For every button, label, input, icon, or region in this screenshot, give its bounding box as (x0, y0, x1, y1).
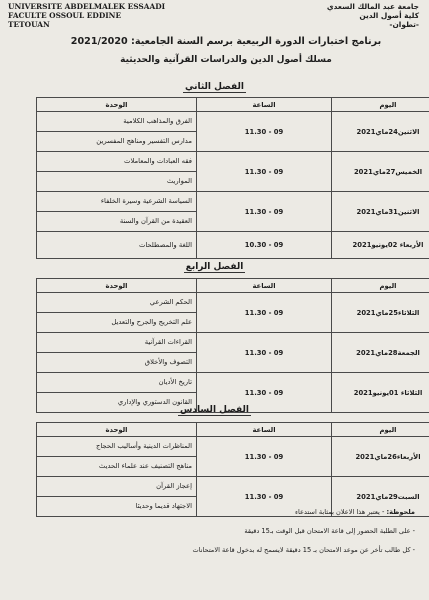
exam-units (37, 192, 197, 232)
exam-units (37, 112, 197, 152)
city-name-ar: -تطوان- (389, 20, 419, 29)
exam-time: 09 - 11.30 (197, 192, 332, 232)
exam-day: الجمعة28ماي2021 (332, 333, 429, 373)
column-header-unit: الوحدة (37, 423, 197, 437)
schedule-table (36, 422, 429, 517)
exam-day: السبت29ماي2021 (332, 477, 429, 517)
exam-day: الثلاثاء25ماي2021 (332, 293, 429, 333)
unit-name: المناظرات الدينية وأساليب الحجاج (95, 442, 192, 450)
table-row (37, 437, 429, 477)
unit-name: علم التخريج والجرح والتعديل (37, 312, 196, 332)
unit-name: اللغة والمصطلحات (138, 241, 192, 249)
exam-day: الأربعاء 02يونيو2021 (332, 232, 429, 259)
exam-time: 09 - 11.30 (197, 152, 332, 192)
exam-time: 09 - 10.30 (197, 232, 332, 259)
table-row (37, 293, 429, 333)
table-row (37, 152, 429, 192)
table-header-row (37, 279, 429, 293)
unit-name: تاريخ الأديان (158, 378, 192, 386)
column-header-day: اليوم (332, 98, 429, 112)
exam-time: 09 - 11.30 (197, 477, 332, 517)
column-header-unit: الوحدة (37, 98, 197, 112)
schedule-table (36, 278, 429, 413)
faculty-name-fr: FACULTE OSSOUL EDDINE (8, 11, 122, 20)
note-line: - على الطلبة الحضور إلى قاعة الامتحان قبل الوقت بـ15 دقيقة (244, 527, 415, 535)
column-header-time: الساعة (197, 279, 332, 293)
unit-name: مدارس التفسير ومناهج المفسرين (37, 131, 196, 151)
exam-day: الخميس27ماي2021 (332, 152, 429, 192)
exam-units (37, 232, 197, 259)
notes-section (15, 508, 415, 565)
exam-units (37, 293, 197, 333)
exam-units (37, 333, 197, 373)
column-header-time: الساعة (197, 423, 332, 437)
university-name-fr: UNIVERSITE ABDELMALEK ESSAADI (8, 2, 166, 11)
table-row (37, 333, 429, 373)
exam-day: الاثنين24ماي2021 (332, 112, 429, 152)
page-title: برنامج اختبارات الدورة الربيعية برسم السنة الجامعية: 2021/2020 (70, 36, 382, 47)
unit-name: السياسة الشرعية وسيرة الخلفاء (100, 197, 192, 205)
unit-name: القراءات القرآنية (144, 338, 192, 346)
exam-day: الاثنين31ماي2021 (332, 192, 429, 232)
table-row (37, 112, 429, 152)
semester-title: الفصل الرابع (185, 262, 244, 272)
faculty-header-fr (8, 2, 165, 29)
note-line (15, 508, 415, 517)
exam-day: الثلاثاء 01يونيو2021 (332, 373, 429, 413)
exam-time: 09 - 11.30 (197, 333, 332, 373)
exam-time: 09 - 11.30 (197, 293, 332, 333)
table-row (37, 232, 429, 259)
note-line: - كل طالب تأخر عن موعد الامتحان بـ 15 دقيقة لايسمح له بدخول قاعة الامتحانات (192, 546, 415, 554)
column-header-day: اليوم (332, 279, 429, 293)
exam-time: 09 - 11.30 (197, 437, 332, 477)
note-text: - يعتبر هذا الاعلان بمثابة استدعاء (294, 508, 385, 516)
table-row (37, 192, 429, 232)
semester-title: الفصل الثاني (185, 82, 244, 92)
page-subtitle: مسلك أصول الدين والدراسات القرآنية والحديثية (120, 55, 332, 65)
exam-units (37, 152, 197, 192)
faculty-header-ar (327, 2, 419, 29)
faculty-name-ar: كلية أصول الدين (359, 11, 419, 20)
schedule-table (36, 97, 429, 259)
unit-name: المواريث (37, 171, 196, 191)
unit-name: التصوف والأخلاق (37, 352, 196, 372)
column-header-time: الساعة (197, 98, 332, 112)
city-name-fr: TETOUAN (8, 20, 50, 29)
table-header-row (37, 423, 429, 437)
exam-day: الأربعاء26ماي2021 (332, 437, 429, 477)
column-header-day: اليوم (332, 423, 429, 437)
notes-label: ملحوظة: (386, 508, 415, 516)
unit-name: الحكم الشرعي (149, 298, 192, 306)
unit-name: مناهج التصنيف عند علماء الحديث (37, 456, 196, 476)
column-header-unit: الوحدة (37, 279, 197, 293)
unit-name: القانون الدستوري والإداري (37, 392, 196, 412)
unit-name: الاجتهاد قديما وحديثا (37, 496, 196, 516)
university-name-ar: جامعة عبد المالك السعدي (326, 2, 419, 11)
unit-name: إعجاز القرآن (156, 482, 192, 490)
exam-time: 09 - 11.30 (197, 373, 332, 413)
unit-name: الفرق والمذاهب الكلامية (123, 117, 192, 125)
semester-title: الفصل السادس (179, 405, 250, 415)
exam-units (37, 437, 197, 477)
unit-name: فقه العبادات والمعاملات (124, 157, 192, 165)
unit-name: العقيدة من القرآن والسنة (37, 211, 196, 231)
exam-time: 09 - 11.30 (197, 112, 332, 152)
table-header-row (37, 98, 429, 112)
